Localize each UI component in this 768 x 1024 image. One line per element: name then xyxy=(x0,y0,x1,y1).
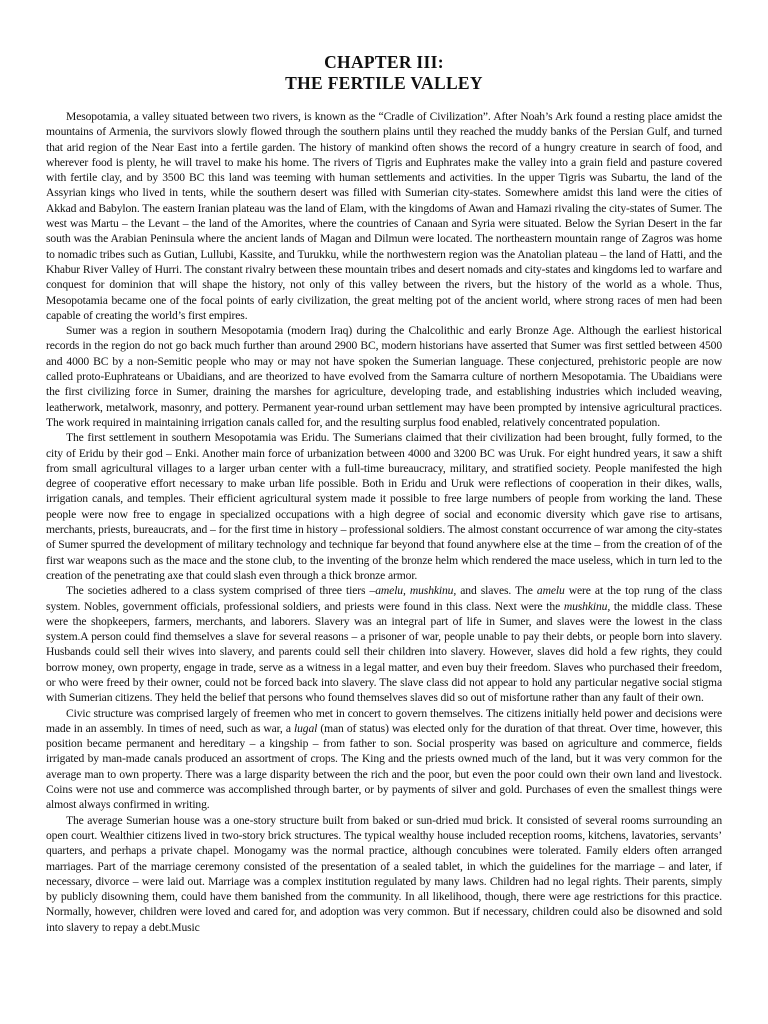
italic-term: amelu, mushkinu, xyxy=(375,584,457,598)
body-paragraph xyxy=(46,813,722,935)
body-paragraph xyxy=(46,706,722,813)
body-paragraph xyxy=(46,323,722,430)
paragraph-text: and slaves. The xyxy=(456,584,537,598)
paragraph-text: Mesopotamia, a valley situated between two rivers, is known as the “Cradle of Civilization”. After Noah’s Ark found a resting place amidst the mountains of Armenia, the survivors slowly flowed through the southern plains until they reached the muddy banks of the Persian Gulf, and turned that arid region of the Near East into a fertile garden. The history of mankind often shows the record of a hungry creature in search of food, and wherever food is plenty, he will travel to make his home. The rivers of Tigris and Euphrates make the valley into a grain field and pasture covered with fertile clay, and by 3500 BC this land was teeming with human settlements and activities. In the upper Tigris was Subartu, the land of the Assyrian kings who lived in tents, while the southern desert was filled with Sumerian city-states. Somewhere amidst this land were the cities of Akkad and Babylon. The eastern Iranian plateau was the land of Elam, with the kingdoms of Awan and Hamazi rivaling the city-states of Sumer. The west was Martu – the Levant – the land of the Amorites, where the countries of Canaan and Syria were situated. Below the Syrian Desert in the far south was the Arabian Peninsula where the ancient lands of Magan and Dilmun were located. The northeastern mountain range of Zagros was home to nomadic tribes such as Gutian, Lullubi, Kassite, and Turukku, while the northwestern region was the Anatolian plateau – the land of Hatti, and the Khabur River Valley of Hurri. The constant rivalry between these mountain tribes and desert nomads and city-states and kingdoms led to warfare and conquest for dominion that will shape the history, not only of this valley between the rivers, but the history of the world as a whole. Thus, Mesopotamia became one of the focal points of early civilization, the great melting pot of the ancient world, where strong races of men had been capable of creating the world’s first empires. xyxy=(46,110,722,322)
paragraph-text: Sumer was a region in southern Mesopotamia (modern Iraq) during the Chalcolithic and early Bronze Age. Although the earliest historical records in the region do not go back much further than around 2900 BC, modern historians have asserted that Sumer was first settled between 4500 and 4000 BC by a non-Semitic people who may or may not have spoken the Sumerian language. These conjectured, prehistoric people are now called proto-Euphrateans or Ubaidians, and are theorized to have evolved from the Samarra culture of northern Mesopotamia. The Ubaidians were the first civilizing force in Sumer, draining the marshes for agriculture, developing trade, and establishing industries which included weaving, leatherwork, metalwork, masonry, and pottery. Permanent year-round urban settlement may have been prompted by intensive agricultural practices. The work required in maintaining irrigation canals called for, and the resulting surplus food enabled, relatively concentrated population. xyxy=(46,324,722,429)
chapter-title: THE FERTILE VALLEY xyxy=(285,73,483,93)
body-paragraph xyxy=(46,109,722,323)
chapter-heading xyxy=(46,52,722,94)
paragraph-text: were at the top rung of the class system. Nobles, government officials, professional soldiers, and priests were found in this class. Next were the xyxy=(46,584,723,613)
body-paragraph xyxy=(46,430,722,583)
chapter-number: CHAPTER III: xyxy=(324,52,444,72)
italic-term: lugal xyxy=(294,721,318,735)
paragraph-text: the middle class. These were the shopkeepers, farmers, merchants, and laborers. Slavery was an integral part of life in Sumer, and slaves were the lowest in the class system.A person could find themselves a slave for several reasons – a prisoner of war, people unable to pay their debts, or people born into slavery. Husbands could sell their wives into slavery, and parents could sell their children into slavery. However, slaves did hold a few rights, they could borrow money, own property, engage in trade, serve as a witness in a legal matter, and even buy their freedom. Slaves who purchased their freedom, or who were freed by their owner, could not be forced back into slavery. The slave class did not appear to hold any particular negative social stigma with Sumerian citizens. They held the belief that persons who found themselves slaves did so out of misfortune rather than any fault of their own. xyxy=(46,599,722,705)
body-text xyxy=(46,109,722,935)
paragraph-text: The average Sumerian house was a one-story structure built from baked or sun-dried mud brick. It consisted of several rooms surrounding an open court. Wealthier citizens lived in two-story brick structures. The typical wealthy house included reception rooms, kitchens, lavatories, servants’ quarters, and perhaps a private chapel. Monogamy was the normal practice, although concubines were tolerated. Family elders often arranged marriages. Part of the marriage ceremony consisted of the presentation of a sealed tablet, in which the guidelines for the marriage – and later, if necessary, divorce – were laid out. Marriage was a complex institution regulated by many laws. Children had no legal rights. Their parents, simply by publicly disowning them, could have them banished from the community. In all likelihood, though, there were age restrictions for this practice. Normally, however, children were loved and cared for, and adoption was very common. But if necessary, children could also be disowned and sold into slavery to repay a debt.Music xyxy=(46,813,722,934)
body-paragraph xyxy=(46,583,722,705)
italic-term: mushkinu, xyxy=(563,599,611,613)
paragraph-text: (man of status) was elected only for the duration of that threat. Over time, however, this position became permanent and hereditary – a kingship – from father to son. Social prosperity was based on agriculture and commerce, fields irrigated by man-made canals produced an assortment of crops. The King and the priests owned much of the land, but it was very common for the average man to own property. There was a large disparity between the rich and the poor, but even the poor could own their own land and livestock. Coins were not use and commerce was accomplished through barter, or by payments of silver and gold. Purchases of even the smallest things were almost always confirmed in writing. xyxy=(46,721,722,812)
paragraph-text: Civic structure was comprised largely of freemen who met in concert to govern themselves. The citizens initially held power and decisions were made in an assembly. In times of need, such as war, a xyxy=(46,706,722,735)
paragraph-text: The societies adhered to a class system comprised of three tiers – xyxy=(66,584,376,598)
italic-term: amelu xyxy=(536,584,565,598)
paragraph-text: The first settlement in southern Mesopotamia was Eridu. The Sumerians claimed that their civilization had been brought, fully formed, to the city of Eridu by their god – Enki. Another main force of urbanization between 4000 and 3200 BC was Uruk. For eight hundred years, it saw a shift from small agricultural villages to a larger urban center with a full-time bureaucracy, military, and stratified society. People manifested the high degree of cooperative effort necessary to make urban life possible. Both in Eridu and Uruk were reflections of cooperation in their dikes, walls, irrigation canals, and temples. Their efficient agricultural system made it possible to free large numbers of people from working the land. These people were now free to engage in specialized occupations with a high degree of social and economic diversity which gave rise to artisans, merchants, priests, bureaucrats, and – for the first time in history – professional soldiers. The almost constant occurrence of war among the city-states of Sumer spurred the development of military technology and technique far beyond that found anywhere else at the time – from the creation of of the first war weapons such as the mace and the stone club, to the inventing of the bronze helm which rendered the mace useless, which in turn led to the creation of the penetrating axe that could slash even through a thick bronze armor. xyxy=(46,431,722,582)
